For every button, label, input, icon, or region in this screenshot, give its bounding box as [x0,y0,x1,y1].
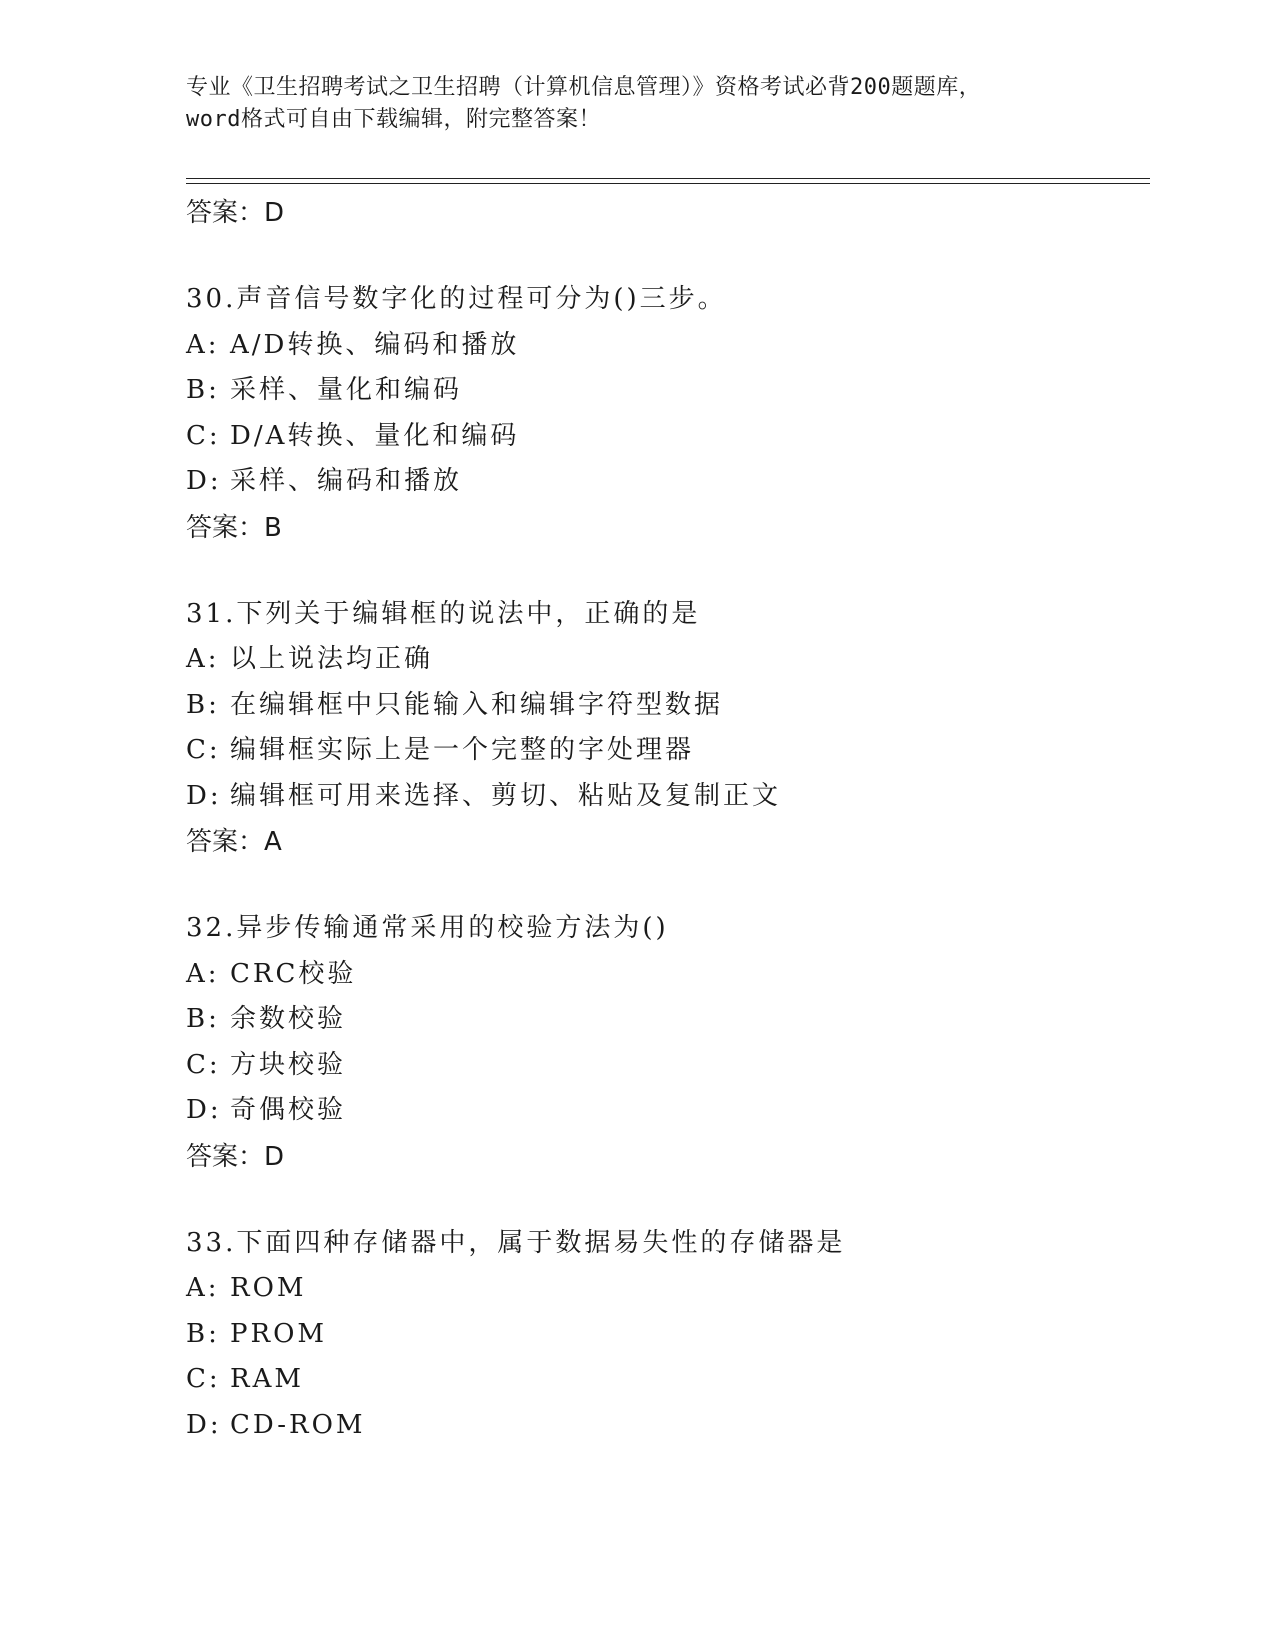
answer-line: 答案：B [186,512,282,543]
question-list [186,190,1146,1448]
option-key: A: [186,644,220,674]
option-key: B: [186,1318,220,1349]
option-text: 采样、量化和编码 [230,375,463,405]
answer-line: 答案：A [186,827,282,857]
question-text: 32.异步传输通常采用的校验方法为() [186,913,669,943]
option-b [186,368,1146,414]
header-line-1: 专业《卫生招聘考试之卫生招聘（计算机信息管理）》资格考试必背200题题库， [186,75,982,100]
option-a [186,952,1146,998]
option-text: A/D转换、编码和播放 [230,329,520,360]
option-text: 余数校验 [230,1004,347,1034]
option-text: PROM [230,1318,328,1349]
option-a [186,637,1146,683]
option-d [186,459,1146,505]
option-text: 编辑框可用来选择、剪切、粘贴及复制正文 [230,780,782,811]
answer-line: 答案：D [186,1141,285,1172]
option-key: B: [186,1004,220,1034]
option-text: CD-ROM [230,1409,366,1440]
option-text: 以上说法均正确 [230,644,434,674]
option-d [186,774,1146,820]
option-b [186,997,1146,1043]
option-a [186,1266,1146,1312]
option-key: C: [186,1049,221,1080]
question-block-33 [186,1221,1146,1449]
option-key: C: [186,1364,221,1394]
option-text: 在编辑框中只能输入和编辑字符型数据 [230,689,724,720]
answer-line: 答案：D [186,198,285,228]
option-text: 编辑框实际上是一个完整的字处理器 [230,735,695,765]
question-block-32 [186,906,1146,1180]
option-text: D/A转换、量化和编码 [230,420,520,451]
header-divider-bottom [186,183,1150,184]
option-c [186,728,1146,774]
option-text: ROM [230,1273,307,1303]
option-key: D: [186,1095,222,1125]
option-key: D: [186,466,222,496]
question-text: 30.声音信号数字化的过程可分为()三步。 [186,284,727,314]
option-key: A: [186,329,220,360]
option-key: C: [186,420,221,451]
option-key: C: [186,735,221,765]
header-line-2: word格式可自由下载编辑，附完整答案！ [186,107,601,132]
option-key: A: [186,958,220,989]
option-key: D: [186,780,222,811]
header-divider-top [186,178,1150,179]
option-d [186,1403,1146,1449]
option-text: CRC校验 [230,958,357,989]
option-b [186,683,1146,729]
option-text: 方块校验 [230,1049,347,1080]
question-block-31 [186,592,1146,866]
option-text: 采样、编码和播放 [230,466,463,496]
option-b [186,1312,1146,1358]
question-text: 33.下面四种存储器中，属于数据易失性的存储器是 [186,1227,846,1258]
option-key: B: [186,375,220,405]
question-text: 31.下列关于编辑框的说法中，正确的是 [186,598,701,629]
option-d [186,1088,1146,1134]
option-key: D: [186,1409,222,1440]
option-text: RAM [230,1364,304,1394]
option-key: A: [186,1273,220,1303]
option-c [186,1043,1146,1089]
document-header [186,72,1086,136]
option-a [186,323,1146,369]
option-text: 奇偶校验 [230,1095,347,1125]
option-c [186,414,1146,460]
question-block-30 [186,277,1146,551]
option-c [186,1357,1146,1403]
option-key: B: [186,689,220,720]
